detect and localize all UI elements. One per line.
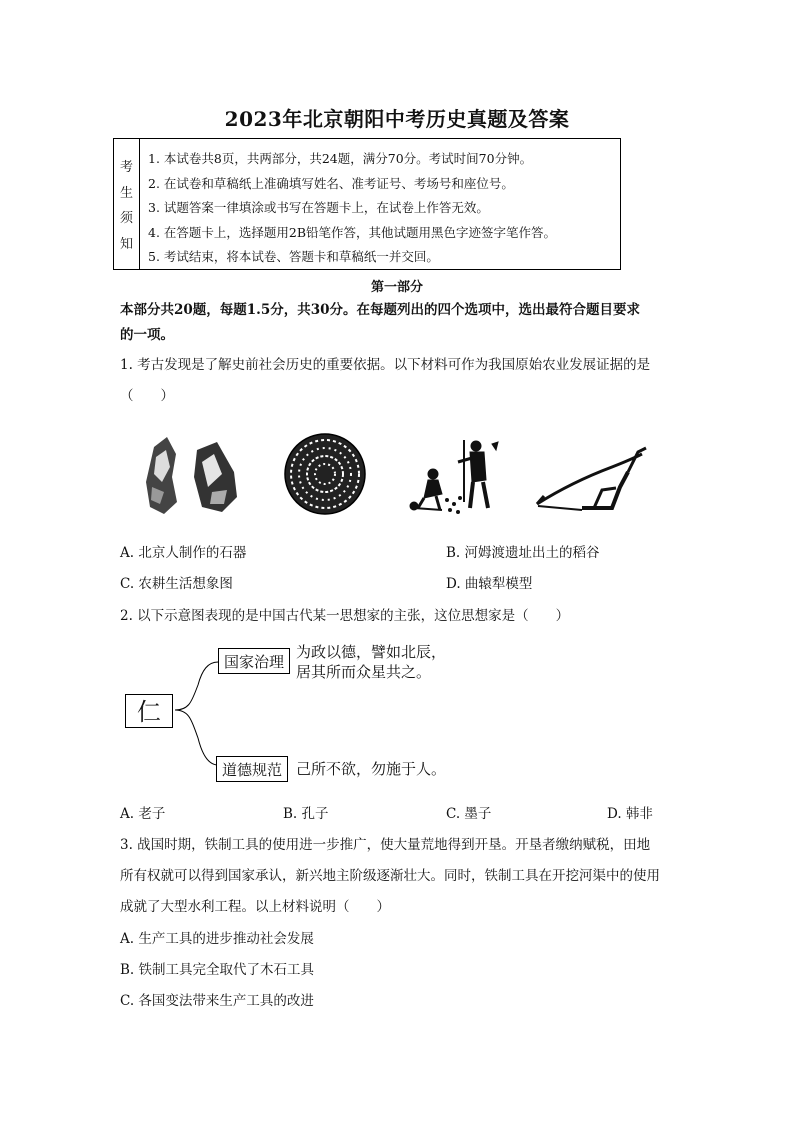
diagram-center-ren: 仁 bbox=[125, 694, 173, 728]
q2-option-b[interactable]: B. 孔子 bbox=[283, 806, 329, 822]
notice-item: 4. 在答题卡上，选择题用2B铅笔作答，其他试题用黑色字迹签字笔作答。 bbox=[148, 224, 557, 240]
section-intro: 本部分共20题，每题1.5分，共30分。在每题列出的四个选项中，选出最符合题目要求 bbox=[120, 302, 641, 318]
q3-stem: 3. 战国时期，铁制工具的使用进一步推广，使大量荒地得到开垦。开垦者缴纳赋税，田地 bbox=[120, 837, 651, 853]
q1-option-c[interactable]: C. 农耕生活想象图 bbox=[120, 576, 233, 592]
q1-option-a[interactable]: A. 北京人制作的石器 bbox=[120, 545, 247, 561]
notice-item: 3. 试题答案一律填涂或书写在答题卡上，在试卷上作答无效。 bbox=[148, 200, 489, 215]
diagram-top-text: 居其所而众星共之。 bbox=[296, 663, 432, 681]
q3-option-b[interactable]: B. 铁制工具完全取代了木石工具 bbox=[120, 962, 315, 978]
q2-stem: 2. 以下示意图表现的是中国古代某一思想家的主张，这位思想家是（ ） bbox=[120, 608, 570, 624]
q1-option-d[interactable]: D. 曲辕犁模型 bbox=[446, 576, 533, 592]
curved-plow-image bbox=[537, 448, 646, 510]
diagram-bottom-box: 道德规范 bbox=[216, 756, 288, 782]
q2-option-a[interactable]: A. 老子 bbox=[120, 806, 166, 822]
q3-option-c[interactable]: C. 各国变法带来生产工具的改进 bbox=[120, 993, 314, 1009]
farming-scene-image bbox=[410, 440, 498, 514]
q3-option-a[interactable]: A. 生产工具的进步推动社会发展 bbox=[120, 931, 314, 947]
q2-option-d[interactable]: D. 韩非 bbox=[607, 806, 653, 822]
notice-label-char: 知 bbox=[119, 236, 133, 252]
diagram-top-box: 国家治理 bbox=[218, 648, 290, 674]
exam-notice-box bbox=[113, 138, 621, 270]
q1-option-b[interactable]: B. 河姆渡遗址出土的稻谷 bbox=[446, 545, 600, 561]
stone-tools-image bbox=[146, 437, 237, 514]
q1-images bbox=[142, 432, 652, 522]
notice-label-char: 生 bbox=[119, 185, 133, 201]
q3-stem: 所有权就可以得到国家承认，新兴地主阶级逐渐壮大。同时，铁制工具在开挖河渠中的使用 bbox=[120, 868, 660, 884]
notice-item: 1. 本试卷共8页，共两部分，共24题，满分70分。考试时间70分钟。 bbox=[148, 151, 533, 166]
notice-item: 5. 考试结束，将本试卷、答题卡和草稿纸一并交回。 bbox=[148, 249, 439, 264]
notice-items bbox=[148, 147, 614, 270]
section-title: 第一部分 bbox=[370, 280, 423, 295]
q1-stem: （ ） bbox=[120, 388, 174, 404]
diagram-bottom-text: 己所不欲，勿施于人。 bbox=[296, 760, 447, 778]
q3-stem: 成就了大型水利工程。以上材料说明（ ） bbox=[120, 899, 390, 915]
q2-option-c[interactable]: C. 墨子 bbox=[446, 806, 492, 822]
q1-stem: 1. 考古发现是了解史前社会历史的重要依据。以下材料可作为我国原始农业发展证据的是 bbox=[120, 357, 651, 373]
section-intro: 的一项。 bbox=[120, 327, 174, 343]
notice-label bbox=[114, 139, 140, 269]
diagram-top-text: 为政以德，譬如北辰， bbox=[296, 643, 447, 661]
notice-item: 2. 在试卷和草稿纸上准确填写姓名、准考证号、考场号和座位号。 bbox=[148, 175, 514, 191]
notice-label-char: 考 bbox=[119, 160, 133, 176]
rice-grains-image bbox=[285, 434, 365, 514]
notice-label-char: 须 bbox=[119, 211, 133, 227]
page-title: 2023年北京朝阳中考历史真题及答案 bbox=[224, 107, 570, 131]
